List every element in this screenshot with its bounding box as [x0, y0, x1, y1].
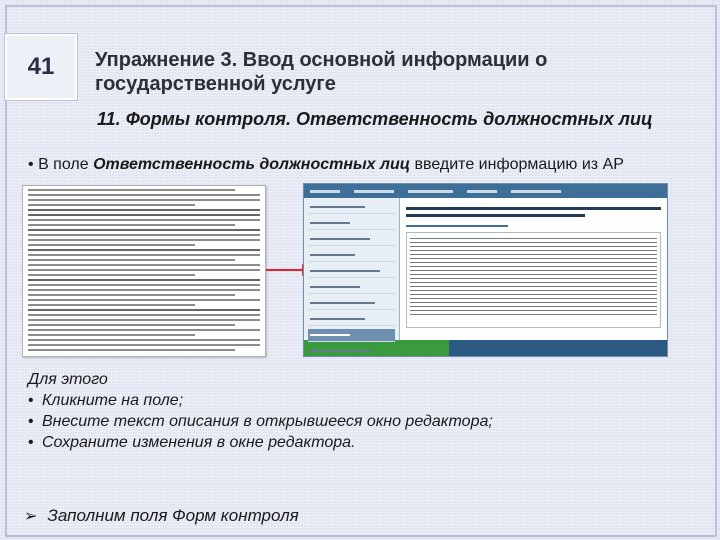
sidebar-item-active — [308, 329, 395, 342]
regulation-document-image — [22, 185, 266, 357]
slide-subtitle: 11. Формы контроля. Ответственность должностных лиц — [97, 109, 653, 129]
instruction-item: • Кликните на поле; — [28, 392, 184, 409]
slide-title: Упражнение 3. Ввод основной информации о государственной услуге — [95, 49, 548, 95]
footer-note — [24, 506, 299, 526]
slide-number: 41 — [5, 34, 77, 100]
check-arrow-icon: ➢ — [24, 508, 38, 525]
bullet-suffix: введите информацию из АР — [410, 156, 624, 173]
main-bullet — [28, 156, 708, 174]
app-main-panel — [400, 198, 667, 340]
red-arrow-icon — [266, 269, 304, 271]
instruction-item: • Сохраните изменения в окне редактора. — [28, 434, 356, 451]
app-sidebar — [304, 198, 400, 340]
bullet-prefix: В поле — [38, 156, 94, 173]
app-header-bar — [304, 184, 667, 198]
instructions-intro: Для этого — [28, 371, 108, 388]
instruction-item: • Внесите текст описания в открывшееся окно редактора; — [28, 413, 493, 430]
bullet-marker: • — [28, 156, 34, 173]
application-screenshot — [303, 183, 668, 357]
responsibility-text-box — [406, 232, 661, 328]
instructions-block — [28, 369, 708, 453]
footer-text: Заполним поля Форм контроля — [47, 506, 299, 525]
bullet-field-name: Ответственность должностных лиц — [93, 156, 411, 173]
